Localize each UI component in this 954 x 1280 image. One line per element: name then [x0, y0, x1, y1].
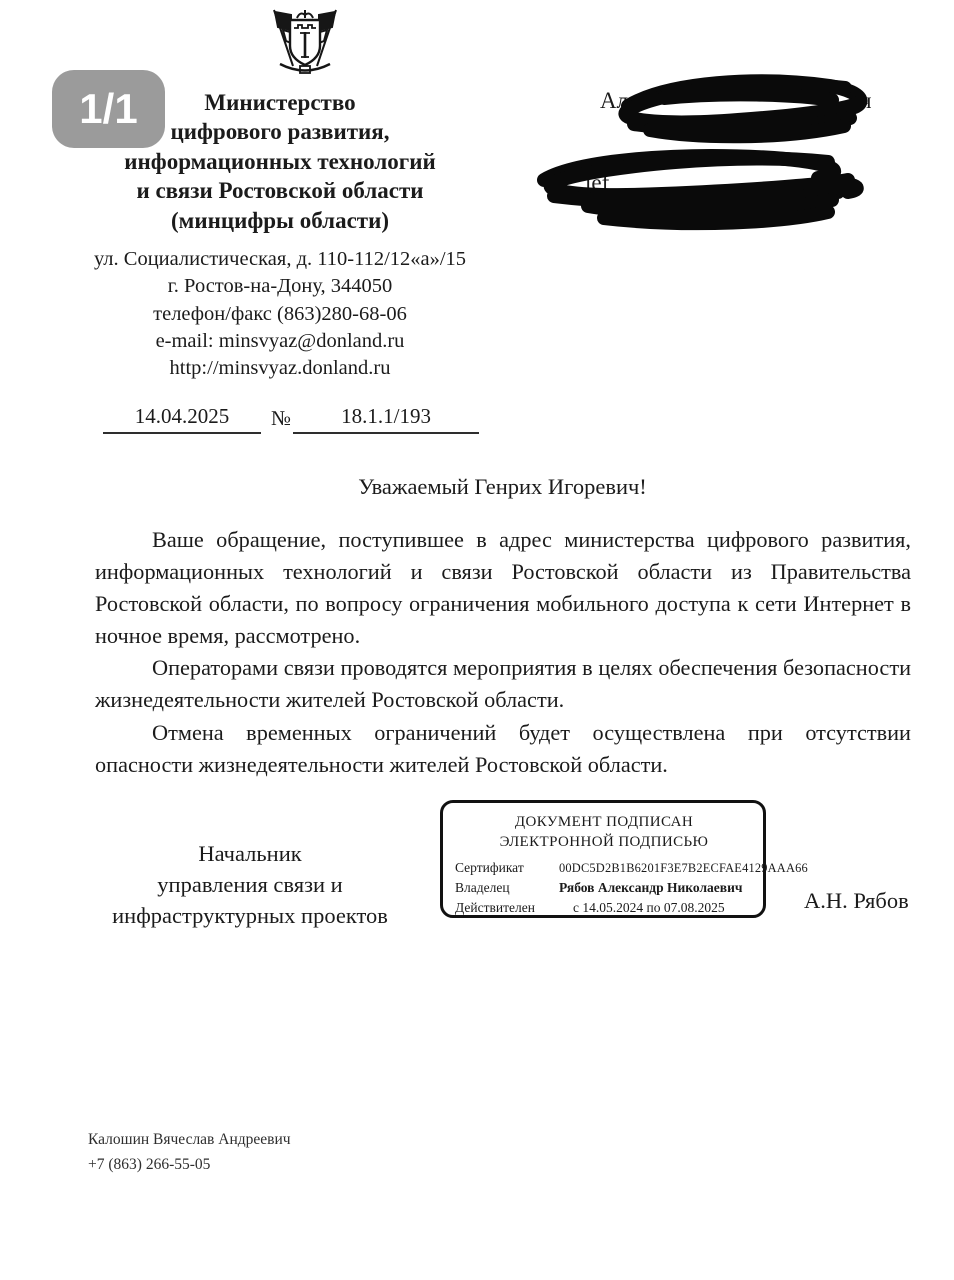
certificate-value: 00DC5D2B1B6201F3E7B2ECFAE4129AAA66 [559, 860, 808, 875]
address-street: ул. Социалистическая, д. 110-112/12«а»/15 [93, 248, 467, 270]
address-phone: телефон/факс (863)280-68-06 [153, 302, 407, 325]
position-line: управления связи и [157, 872, 343, 898]
certificate-label: Сертификат [455, 859, 524, 875]
redaction-scribble-icon [598, 72, 888, 152]
validity-value: с 14.05.2024 по 07.08.2025 [573, 899, 725, 915]
salutation: Уважаемый Генрих Игоревич! [358, 474, 647, 499]
number-sign: № [271, 406, 292, 430]
owner-label: Владелец [455, 879, 510, 895]
ministry-line: Министерство [204, 90, 356, 115]
letter-number: 18.1.1/193 [293, 404, 479, 434]
recipient-fragment-end: ч [860, 88, 872, 113]
stamp-details [455, 859, 808, 916]
email-fragment-start: lef [585, 170, 610, 195]
signer-position [100, 838, 400, 931]
letter-date: 14.04.2025 [103, 404, 261, 434]
paragraph: Ваше обращение, поступившее в адрес министерства цифрового развития, информационных технологий и связи Ростовской области из Правительства Ростовской области, по вопросу ограничения мобильного доступа к сети Интернет в ночное время, рассмотрено. [95, 527, 911, 649]
redacted-recipient-email [530, 148, 865, 233]
stamp-validity-row [455, 900, 753, 916]
ministry-line: (минцифры области) [171, 207, 389, 233]
ministry-line: и связи Ростовской области [136, 178, 424, 204]
email-fragment-end: om [822, 168, 852, 193]
redaction-scribble-icon [530, 148, 865, 233]
stamp-title-line1: ДОКУМЕНТ ПОДПИСАН [514, 814, 694, 830]
stamp-title [455, 812, 753, 853]
ministry-line: информационных технологий [124, 148, 436, 174]
digital-signature-stamp [440, 800, 808, 918]
ministry-line: цифрового развития, [170, 119, 390, 145]
executor-phone: +7 (863) 266-55-05 [88, 1155, 211, 1173]
address-email: e-mail: minsvyaz@donland.ru [155, 329, 405, 352]
executor-name: Калошин Вячеслав Андреевич [88, 1131, 291, 1148]
position-line: инфраструктурных проектов [112, 903, 388, 929]
owner-value: Рябов Александр Николаевич [559, 879, 743, 895]
stamp-title-line2: ЭЛЕКТРОННОЙ ПОДПИСЬЮ [499, 834, 709, 851]
paragraph: Операторами связи проводятся мероприятия в целях обеспечения безопасности жизнедеятельности жителей Ростовской области. [95, 655, 911, 713]
page-counter-label: 1/1 [79, 85, 138, 132]
executor-contact [88, 1128, 291, 1178]
letter-body [95, 524, 911, 781]
coat-of-arms-icon [250, 6, 360, 78]
redacted-recipient-name [598, 72, 888, 152]
address-website: http://minsvyaz.donland.ru [169, 357, 391, 379]
sender-address-block [58, 246, 502, 382]
position-line: Начальник [198, 841, 302, 866]
address-city: г. Ростов-на-Дону, 344050 [167, 275, 393, 298]
signer-name: А.Н. Рябов [804, 888, 909, 913]
reference-line [95, 398, 715, 434]
validity-label: Действителен [455, 899, 535, 915]
stamp-certificate-row [455, 859, 808, 876]
recipient-fragment-start: Ал [600, 88, 629, 113]
paragraph: Отмена временных ограничений будет осуществлена при отсутствии опасности жизнедеятельности жителей Ростовской области. [95, 719, 911, 777]
sender-ministry-name [58, 88, 502, 235]
stamp-owner-row [455, 880, 753, 896]
